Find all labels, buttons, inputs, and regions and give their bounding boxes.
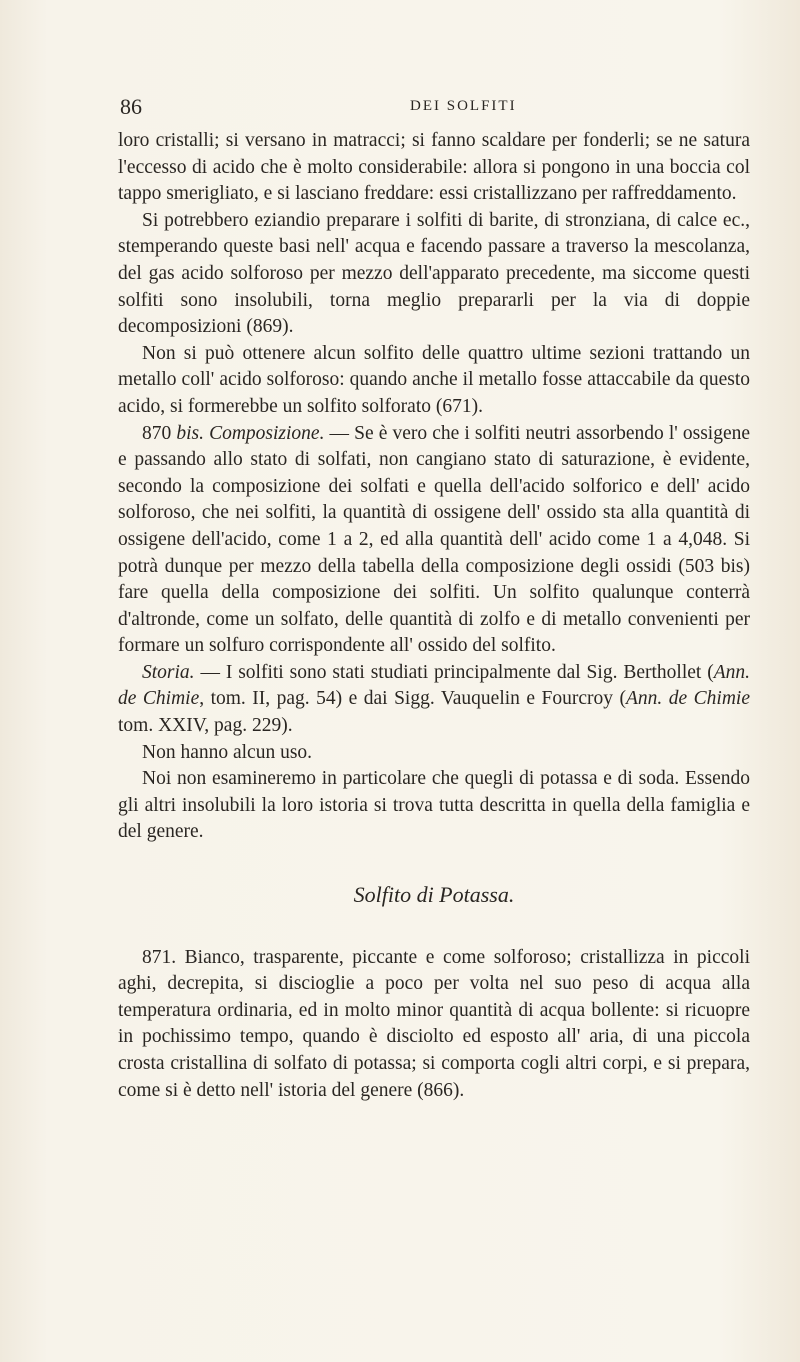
storia-text-b: , tom. II, pag. 54) e dai Sigg. Vauquelin e Fourcroy ( (199, 688, 627, 710)
composizione-label: Composizione. (209, 422, 325, 444)
running-head: DEI SOLFITI (410, 98, 517, 114)
storia-label: Storia. (142, 661, 195, 683)
paragraph-storia (118, 660, 750, 740)
body-text (118, 128, 750, 1104)
storia-text-c: tom. XXIV, pag. 229). (118, 715, 293, 737)
journal-ref-1: Ann. de Chimie (118, 661, 750, 710)
composizione-text: — Se è vero che i solfiti neutri assorbendo l' ossigene e passando allo stato di solfati, non cangiano stato di saturazione, è evidente, secondo la composizione dei solfati e quella dell'acido solforico e dell' acido solforoso, che nei solfiti, la quantità di ossigene dell' ossido sta alla quantità di ossigene dell'acido, come 1 a 2, ed alla quantità dell' acido come 1 a 4,048. Si potrà dunque per mezzo della tabella della composizione degli ossidi (503 bis) fare quella della composizione dei solfiti. Un solfito qualunque conterrà d'altronde, come un solfato, delle quantità di zolfo e di metallo convenienti per formare un solfuro corrispondente all' ossido del solfito. (118, 422, 751, 657)
paragraph-solfiti-preparation: Si potrebbero eziandio preparare i solfiti di barite, di stronziana, di calce ec., stemperando queste basi nell' acqua e facendo passare a traverso la mescolanza, del gas acido solforoso per mezzo dell'apparato precedente, ma siccome questi solfiti sono insolubili, torna meglio prepararli per la via di doppie decomposizioni (869). (118, 209, 750, 338)
storia-text-a: — I solfiti sono stati studiati principalmente dal Sig. Berthollet ( (194, 661, 714, 683)
journal-ref-2: Ann. de Chimie (626, 688, 751, 710)
paragraph-potassa-soda: Noi non esamineremo in particolare che quegli di potassa e di soda. Essendo gli altri insolubili la loro istoria si trova tutta descritta in quella della famiglia e del genere. (118, 768, 750, 843)
page-number: 86 (120, 94, 142, 119)
paragraph-composizione (118, 421, 750, 660)
paragraph-871: 871. Bianco, trasparente, piccante e come solforoso; cristallizza in piccoli aghi, decrepita, si discioglie a poco per volta nel suo peso di acqua alla temperatura ordinaria, ed in molto minor quantità di acqua bollente: si ricuopre in pochissimo tempo, quando è disciolto ed esposto all' aria, di una piccola crosta cristallina di solfato di potassa; si comporta cogli altri corpi, e si prepara, come si è detto nell' istoria del genere (866). (118, 946, 750, 1101)
paragraph-continuation: loro cristalli; si versano in matracci; si fanno scaldare per fonderli; se ne satura l'eccesso di acido che è molto considerabile: allora si pongono in una boccia col tappo smerigliato, e si lasciano freddare: essi cristallizzano per raffreddamento. (118, 130, 750, 205)
paragraph-number: 870 (142, 422, 172, 444)
bis-label: bis. (176, 422, 204, 444)
section-title: Solfito di Potassa. (353, 882, 515, 908)
paragraph-acido-solforoso: Non si può ottenere alcun solfito delle quattro ultime sezioni trattando un metallo coll' acido solforoso: quando anche il metallo fosse attaccabile da questo acido, si formerebbe un solfito solforato (671). (118, 342, 750, 417)
page-header (120, 94, 740, 124)
paragraph-uso: Non hanno alcun uso. (142, 741, 313, 763)
